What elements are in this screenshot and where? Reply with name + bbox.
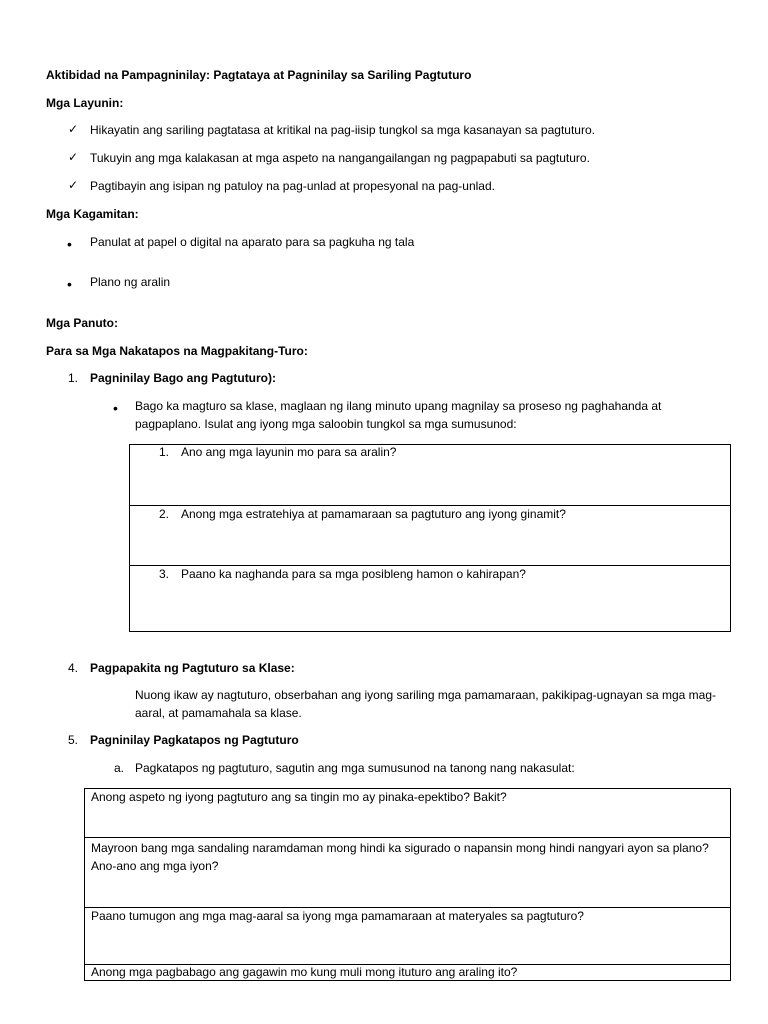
question-text: Paano ka naghanda para sa mga posibleng hamon o kahirapan? bbox=[181, 567, 526, 581]
checkmark-icon: ✓ bbox=[68, 150, 79, 164]
table-row bbox=[130, 566, 731, 632]
bullet-icon: • bbox=[67, 236, 72, 252]
table-row bbox=[130, 445, 731, 506]
checkmark-icon: ✓ bbox=[68, 178, 79, 192]
step-title: Pagninilay Pagkatapos ng Pagtuturo bbox=[90, 733, 299, 747]
question-cell: Mayroon bang mga sandaling naramdaman mong hindi ka sigurado o napansin mong hindi nangyari ayon sa plano? Ano-ano ang mga iyon? bbox=[85, 838, 731, 908]
checkmark-icon: ✓ bbox=[68, 122, 79, 136]
panuto-heading: Mga Panuto: bbox=[46, 316, 118, 330]
table-row bbox=[85, 789, 731, 838]
step-number: 1. bbox=[68, 371, 79, 385]
kagamitan-item: Panulat at papel o digital na aparato para sa pagkuha ng tala bbox=[90, 235, 415, 249]
pre-teaching-questions-table bbox=[129, 444, 731, 632]
table-row bbox=[85, 908, 731, 965]
question-cell: Paano tumugon ang mga mag-aaral sa iyong mga pamamaraan at materyales sa pagtuturo? bbox=[85, 908, 731, 965]
step-title: Pagpapakita ng Pagtuturo sa Klase: bbox=[90, 661, 295, 675]
question-cell: Anong mga pagbabago ang gagawin mo kung muli mong ituturo ang araling ito? bbox=[85, 965, 731, 981]
question-text: Anong mga estratehiya at pamamaraan sa pagtuturo ang iyong ginamit? bbox=[181, 507, 566, 521]
post-teaching-questions-table bbox=[84, 788, 731, 981]
step-number: 4. bbox=[68, 661, 79, 675]
question-number: 3. bbox=[159, 567, 170, 581]
kagamitan-item: Plano ng aralin bbox=[90, 275, 171, 289]
bullet-icon: • bbox=[113, 400, 118, 416]
layunin-item: Pagtibayin ang isipan ng patuloy na pag-unlad at propesyonal na pag-unlad. bbox=[90, 179, 495, 193]
step-number: 5. bbox=[68, 733, 79, 747]
sub-step-text: Pagkatapos ng pagtuturo, sagutin ang mga sumusunod na tanong nang nakasulat: bbox=[135, 761, 575, 775]
layunin-item: Tukuyin ang mga kalakasan at mga aspeto na nangangailangan ng pagpapabuti sa pagtuturo. bbox=[90, 151, 590, 165]
sub-step-label: a. bbox=[114, 761, 125, 775]
question-number: 2. bbox=[159, 507, 170, 521]
table-row bbox=[85, 838, 731, 908]
step4-instruction: Nuong ikaw ay nagtuturo, obserbahan ang iyong sariling mga pamamaraan, pakikipag-ugnayan sa mga mag-aaral, at pamamahala sa klase. bbox=[135, 688, 717, 720]
step1-instruction: Bago ka magturo sa klase, maglaan ng ilang minuto upang magnilay sa proseso ng paghahanda at pagpaplano. Isulat ang iyong mga saloobin tungkol sa mga sumusunod: bbox=[135, 399, 662, 431]
layunin-item: Hikayatin ang sariling pagtatasa at kritikal na pag-iisip tungkol sa mga kasanayan sa pagtuturo. bbox=[90, 123, 595, 137]
step-title: Pagninilay Bago ang Pagtuturo): bbox=[90, 371, 277, 385]
table-row bbox=[85, 965, 731, 981]
table-row bbox=[130, 506, 731, 566]
question-text: Ano ang mga layunin mo para sa aralin? bbox=[181, 445, 397, 459]
layunin-heading: Mga Layunin: bbox=[46, 96, 124, 110]
para-sa-heading: Para sa Mga Nakatapos na Magpakitang-Turo: bbox=[46, 344, 308, 358]
question-cell: Anong aspeto ng iyong pagtuturo ang sa tingin mo ay pinaka-epektibo? Bakit? bbox=[85, 789, 731, 838]
kagamitan-heading: Mga Kagamitan: bbox=[46, 207, 139, 221]
question-number: 1. bbox=[159, 445, 170, 459]
bullet-icon: • bbox=[67, 276, 72, 292]
document-title: Aktibidad na Pampagninilay: Pagtataya at Pagninilay sa Sariling Pagtuturo bbox=[46, 68, 472, 82]
